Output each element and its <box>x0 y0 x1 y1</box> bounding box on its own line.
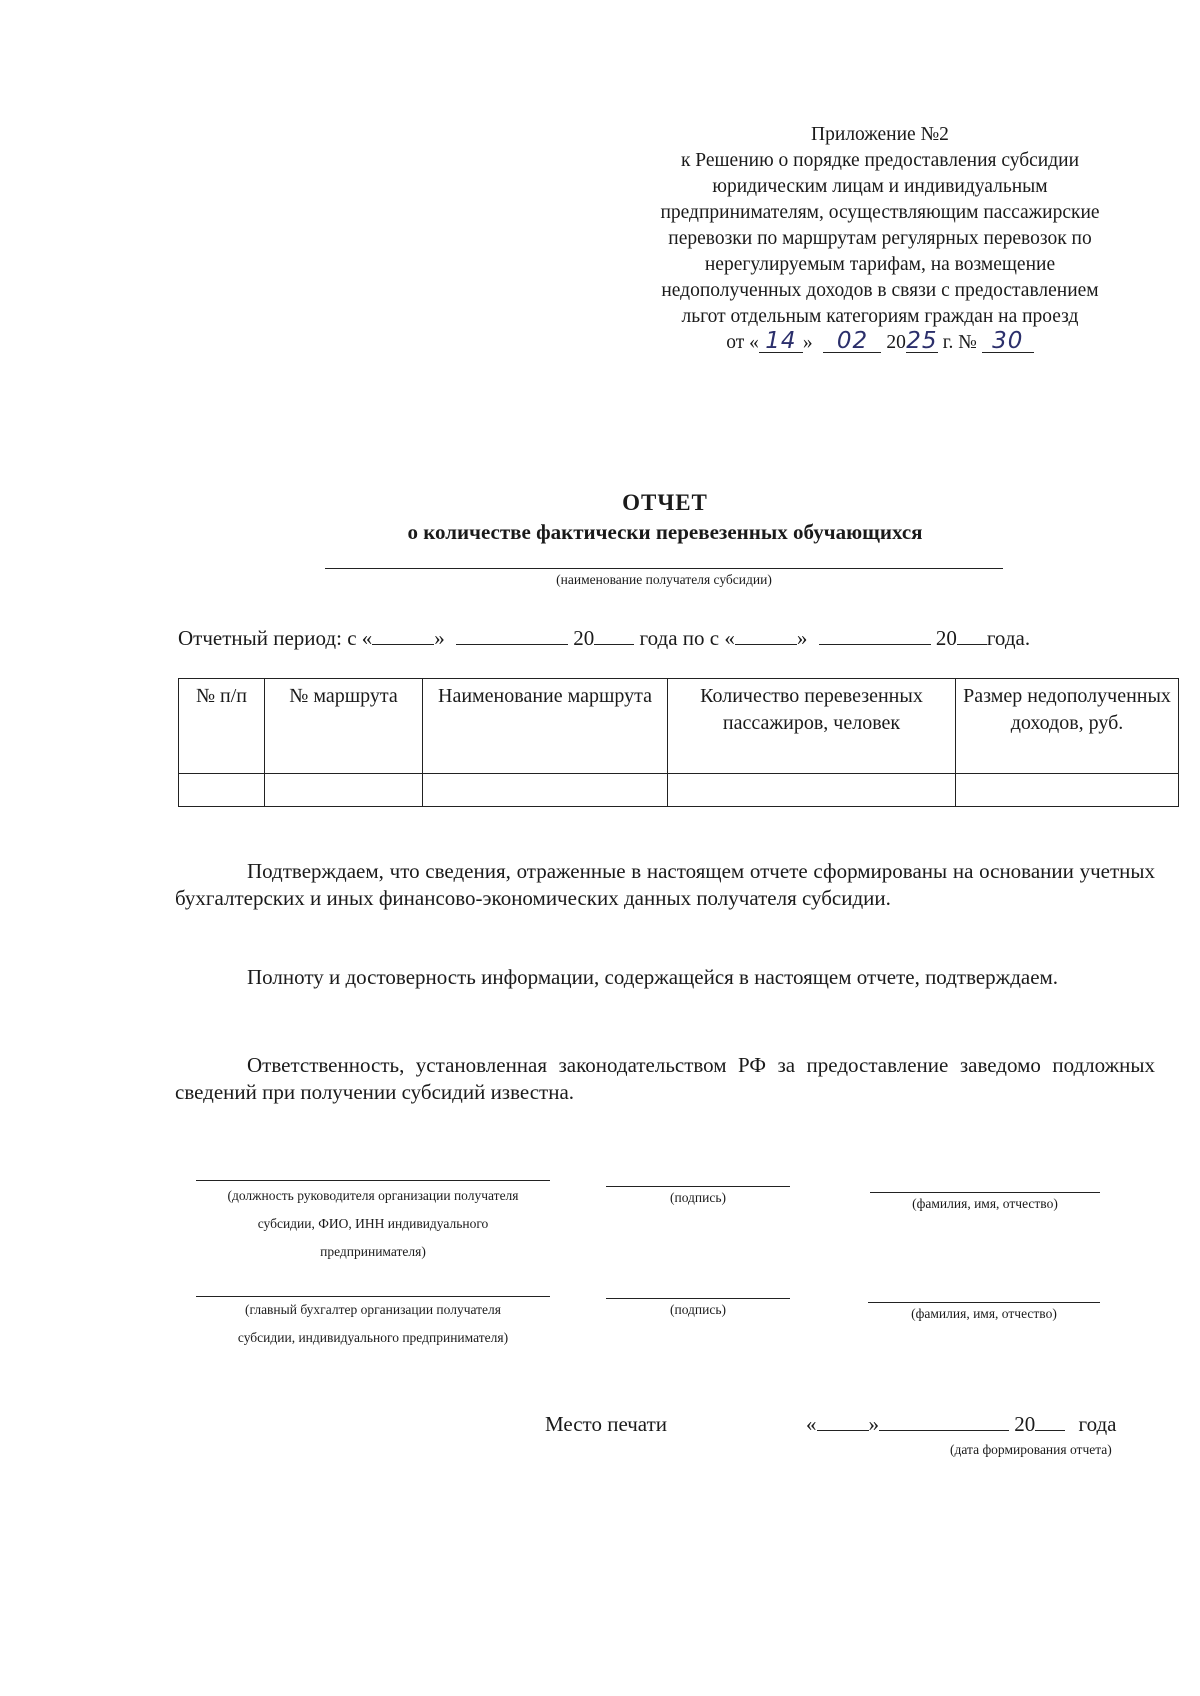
head-signature-caption: (подпись) <box>669 1190 727 1205</box>
date-open: « <box>806 1412 817 1436</box>
period-to-label: года по с « <box>639 626 735 650</box>
appendix-date-line <box>630 330 1130 356</box>
caption-line: субсидии, индивидуального предпринимателя) <box>237 1330 509 1345</box>
handwritten-day: 14 <box>759 330 803 353</box>
table-cell <box>956 774 1179 807</box>
appendix-line: к Решению о порядке предоставления субсидии <box>680 150 1080 171</box>
date-year-word: года <box>1078 1412 1117 1436</box>
end-year-blank <box>957 626 987 645</box>
date-year-blank <box>1035 1412 1065 1431</box>
appendix-line: нерегулируемым тарифам, на возмещение <box>704 254 1056 275</box>
date-caption: (дата формирования отчета) <box>950 1442 1112 1457</box>
start-year-prefix: 20 <box>573 626 595 650</box>
table-cell <box>668 774 956 807</box>
table-row <box>179 774 1179 807</box>
column-header: Наименование маршрута <box>423 679 668 774</box>
column-header: Количество перевезенных пассажиров, человек <box>668 679 956 774</box>
caption-line: (должность руководителя организации получателя <box>227 1188 519 1203</box>
completeness-paragraph: Полноту и достоверность информации, содержащейся в настоящем отчете, подтверждаем. <box>247 965 1059 989</box>
handwritten-month: 02 <box>823 330 881 353</box>
responsibility-paragraph: Ответственность, установленная законодательством РФ за предоставление заведомо подложных сведений при получении субсидий известна. <box>175 1053 1155 1104</box>
accountant-caption <box>190 1296 556 1352</box>
appendix-line: недополученных доходов в связи с предоставлением <box>661 280 1099 301</box>
column-header: № п/п <box>179 679 265 774</box>
date-prefix: от « <box>726 332 759 353</box>
appendix-line: льгот отдельным категориям граждан на проезд <box>681 306 1079 327</box>
caption-line: субсидии, ФИО, ИНН индивидуального <box>257 1216 489 1231</box>
date-quote-close: » <box>802 332 813 353</box>
recipient-caption: (наименование получателя субсидии) <box>556 572 772 587</box>
appendix-header <box>630 122 1130 356</box>
accountant-fio-caption: (фамилия, имя, отчество) <box>911 1306 1057 1321</box>
column-header: Размер недополученных доходов, руб. <box>956 679 1179 774</box>
head-position-line <box>196 1180 550 1181</box>
period-label: Отчетный период: с « <box>178 626 373 650</box>
date-month-blank <box>879 1412 1009 1431</box>
period-quote-close-2: » <box>796 626 808 650</box>
end-year-prefix: 20 <box>935 626 957 650</box>
end-day-blank <box>735 626 797 645</box>
handwritten-number: 30 <box>982 330 1034 353</box>
recipient-name-line <box>325 568 1003 569</box>
head-caption <box>190 1182 556 1266</box>
end-month-blank <box>819 626 931 645</box>
appendix-line: перевозки по маршрутам регулярных перевозок по <box>668 228 1092 249</box>
date-close: » <box>868 1412 879 1436</box>
start-year-blank <box>594 626 634 645</box>
table-header-row <box>179 679 1179 774</box>
period-quote-close: » <box>434 626 445 650</box>
confirmation-paragraph: Подтверждаем, что сведения, отраженные в настоящем отчете сформированы на основании учетных бухгалтерских и иных финансово-экономических данных получателя субсидии. <box>175 859 1155 910</box>
caption-line: (главный бухгалтер организации получателя <box>244 1302 501 1317</box>
handwritten-year: 25 <box>906 328 938 354</box>
report-title: ОТЧЕТ <box>622 490 708 515</box>
accountant-signature-caption: (подпись) <box>669 1302 727 1317</box>
appendix-line: юридическим лицам и индивидуальным <box>712 176 1048 197</box>
number-label: г. № <box>942 332 977 353</box>
caption-line: предпринимателя) <box>320 1244 426 1259</box>
date-day-blank <box>817 1412 869 1431</box>
table-cell <box>423 774 668 807</box>
period-end-label: года. <box>986 626 1031 650</box>
report-table <box>178 678 1179 807</box>
report-subtitle: о количестве фактически перевезенных обучающихся <box>407 520 923 544</box>
table-cell <box>265 774 423 807</box>
stamp-place: Место печати <box>545 1412 668 1436</box>
reporting-period <box>178 626 1030 651</box>
head-fio-caption: (фамилия, имя, отчество) <box>912 1196 1058 1211</box>
date-year-prefix: 20 <box>1014 1412 1036 1436</box>
start-day-blank <box>372 626 434 645</box>
column-header: № маршрута <box>265 679 423 774</box>
appendix-line: предпринимателям, осуществляющим пассажирские <box>660 202 1100 223</box>
start-month-blank <box>456 626 568 645</box>
table-cell <box>179 774 265 807</box>
year-prefix: 20 <box>886 332 906 353</box>
appendix-title: Приложение №2 <box>811 124 949 145</box>
report-date <box>806 1412 1117 1437</box>
